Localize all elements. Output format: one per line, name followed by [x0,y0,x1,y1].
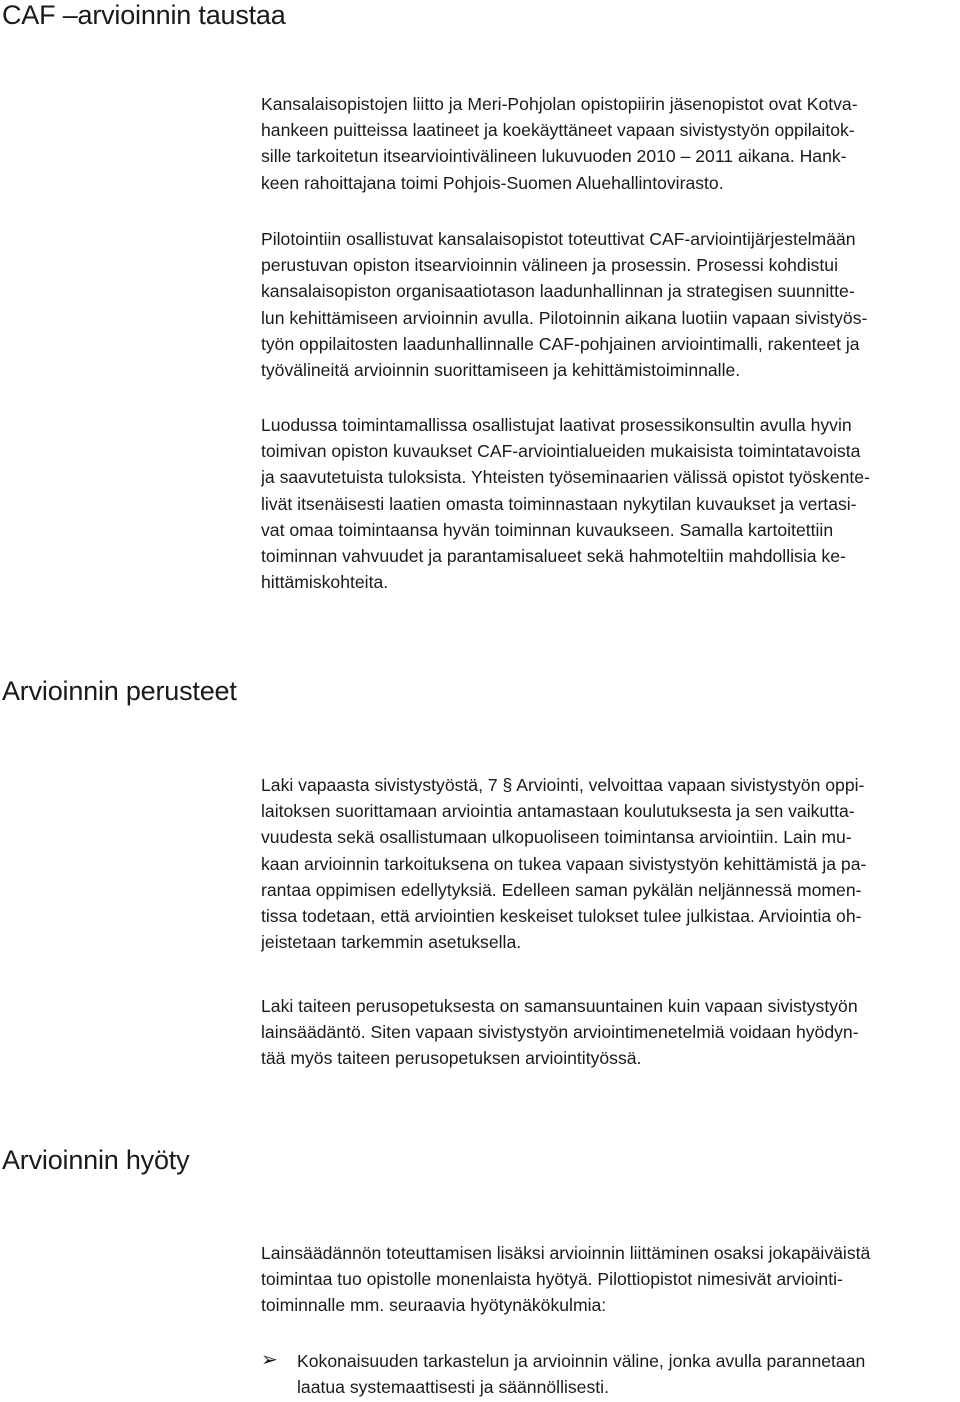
text-line: lun kehittämiseen arvioinnin avulla. Pilotoinnin aikana luotiin vapaan sivistyös- [261,307,868,328]
text-line: jeistetaan tarkemmin asetuksella. [261,932,522,953]
section-heading-evaluation-benefit: Arvioinnin hyöty [2,1145,190,1175]
paragraph-benefits-intro [261,1240,957,1319]
text-line: perustuvan opiston itsearvioinnin välineen ja prosessin. Prosessi kohdistui [261,255,839,276]
text-line: Laki taiteen perusopetuksesta on samansuuntainen kuin vapaan sivistystyön [261,996,858,1016]
text-line: laatua systemaattisesti ja säännöllisesti. [297,1377,609,1398]
text-line: kaan arvioinnin tarkoituksena on tukea vapaan sivistystyön kehittämistä ja pa- [261,853,867,874]
text-line: Pilotointiin osallistuvat kansalaisopistot toteuttivat CAF-arviointijärjestelmään [261,229,856,249]
paragraph-piloting [261,226,957,383]
text-line: vat omaa toimintaansa hyvän toiminnan kuvaukseen. Samalla kartoitettiin [261,519,834,540]
paragraph-caf-intro [261,91,957,196]
text-line: livät itsenäisesti laatien omasta toiminnastaan nykytilan kuvaukset ja vertasi- [261,493,857,514]
text-line: työn oppilaitosten laadunhallinnalle CAF-pohjainen arviointimalli, rakenteet ja [261,333,860,354]
text-line: toimivan opiston kuvaukset CAF-arviointialueiden mukaisista toimintatavoista [261,441,861,462]
paragraph-operating-model [261,412,957,595]
text-line: Luodussa toimintamallissa osallistujat laativat prosessikonsultin avulla hyvin [261,415,852,435]
text-line: kansalaisopiston organisaatiotason laadunhallinnan ja strategisen suunnitte- [261,281,855,302]
text-line: tää myös taiteen perusopetuksen arviointityössä. [261,1048,642,1069]
text-line: toiminnan vahvuudet ja parantamisalueet sekä hahmoteltiin mahdollisia ke- [261,546,846,567]
text-line: laitoksen suorittamaan arviointia antamastaan koulutuksesta ja sen vaikutta- [261,801,855,822]
text-line: toiminnalle mm. seuraavia hyötynäkökulmia: [261,1295,607,1316]
bullet-item [297,1348,959,1400]
text-line: Lainsäädännön toteuttamisen lisäksi arvioinnin liittäminen osaksi jokapäiväistä [261,1243,871,1263]
text-line: Kokonaisuuden tarkastelun ja arvioinnin väline, jonka avulla parannetaan [297,1351,866,1371]
text-line: keen rahoittajana toimi Pohjois-Suomen Aluehallintovirasto. [261,172,724,193]
paragraph-law-arts-education [261,993,957,1072]
text-line: lainsäädäntö. Siten vapaan sivistystyön arviointimenetelmiä voidaan hyödyn- [261,1022,859,1043]
text-line: Laki vapaasta sivistystyöstä, 7 § Arviointi, velvoittaa vapaan sivistystyön oppi- [261,775,865,795]
text-line: ja saavutetuista tuloksista. Yhteisten työseminaarien välissä opistot työskente- [261,467,870,488]
arrow-bullet-icon: ➢ [261,1349,278,1371]
text-line: hittämiskohteita. [261,572,389,593]
text-line: rantaa oppimisen edellytyksiä. Edelleen saman pykälän neljännessä momen- [261,879,862,900]
section-heading-caf-background: CAF –arvioinnin taustaa [2,0,286,30]
text-line: hankeen puitteissa laatineet ja koekäyttäneet vapaan sivistystyön oppilaitok- [261,120,855,141]
paragraph-law-liberal-education [261,772,957,955]
text-line: tissa todetaan, että arviointien keskeiset tulokset tulee julkistaa. Arviointia oh- [261,906,862,927]
text-line: Kansalaisopistojen liitto ja Meri-Pohjolan opistopiirin jäsenopistot ovat Kotva- [261,94,858,114]
text-line: toimintaa tuo opistolle monenlaista hyötyä. Pilottiopistot nimesivät arviointi- [261,1269,843,1290]
text-line: työvälineitä arvioinnin suorittamiseen ja kehittämistoiminnalle. [261,360,741,381]
text-line: vuudesta sekä osallistumaan ulkopuoliseen toimintansa arviointiin. Lain mu- [261,827,852,848]
text-line: sille tarkoitetun itsearviointivälineen lukuvuoden 2010 – 2011 aikana. Hank- [261,146,847,167]
section-heading-evaluation-basis: Arvioinnin perusteet [2,676,237,706]
